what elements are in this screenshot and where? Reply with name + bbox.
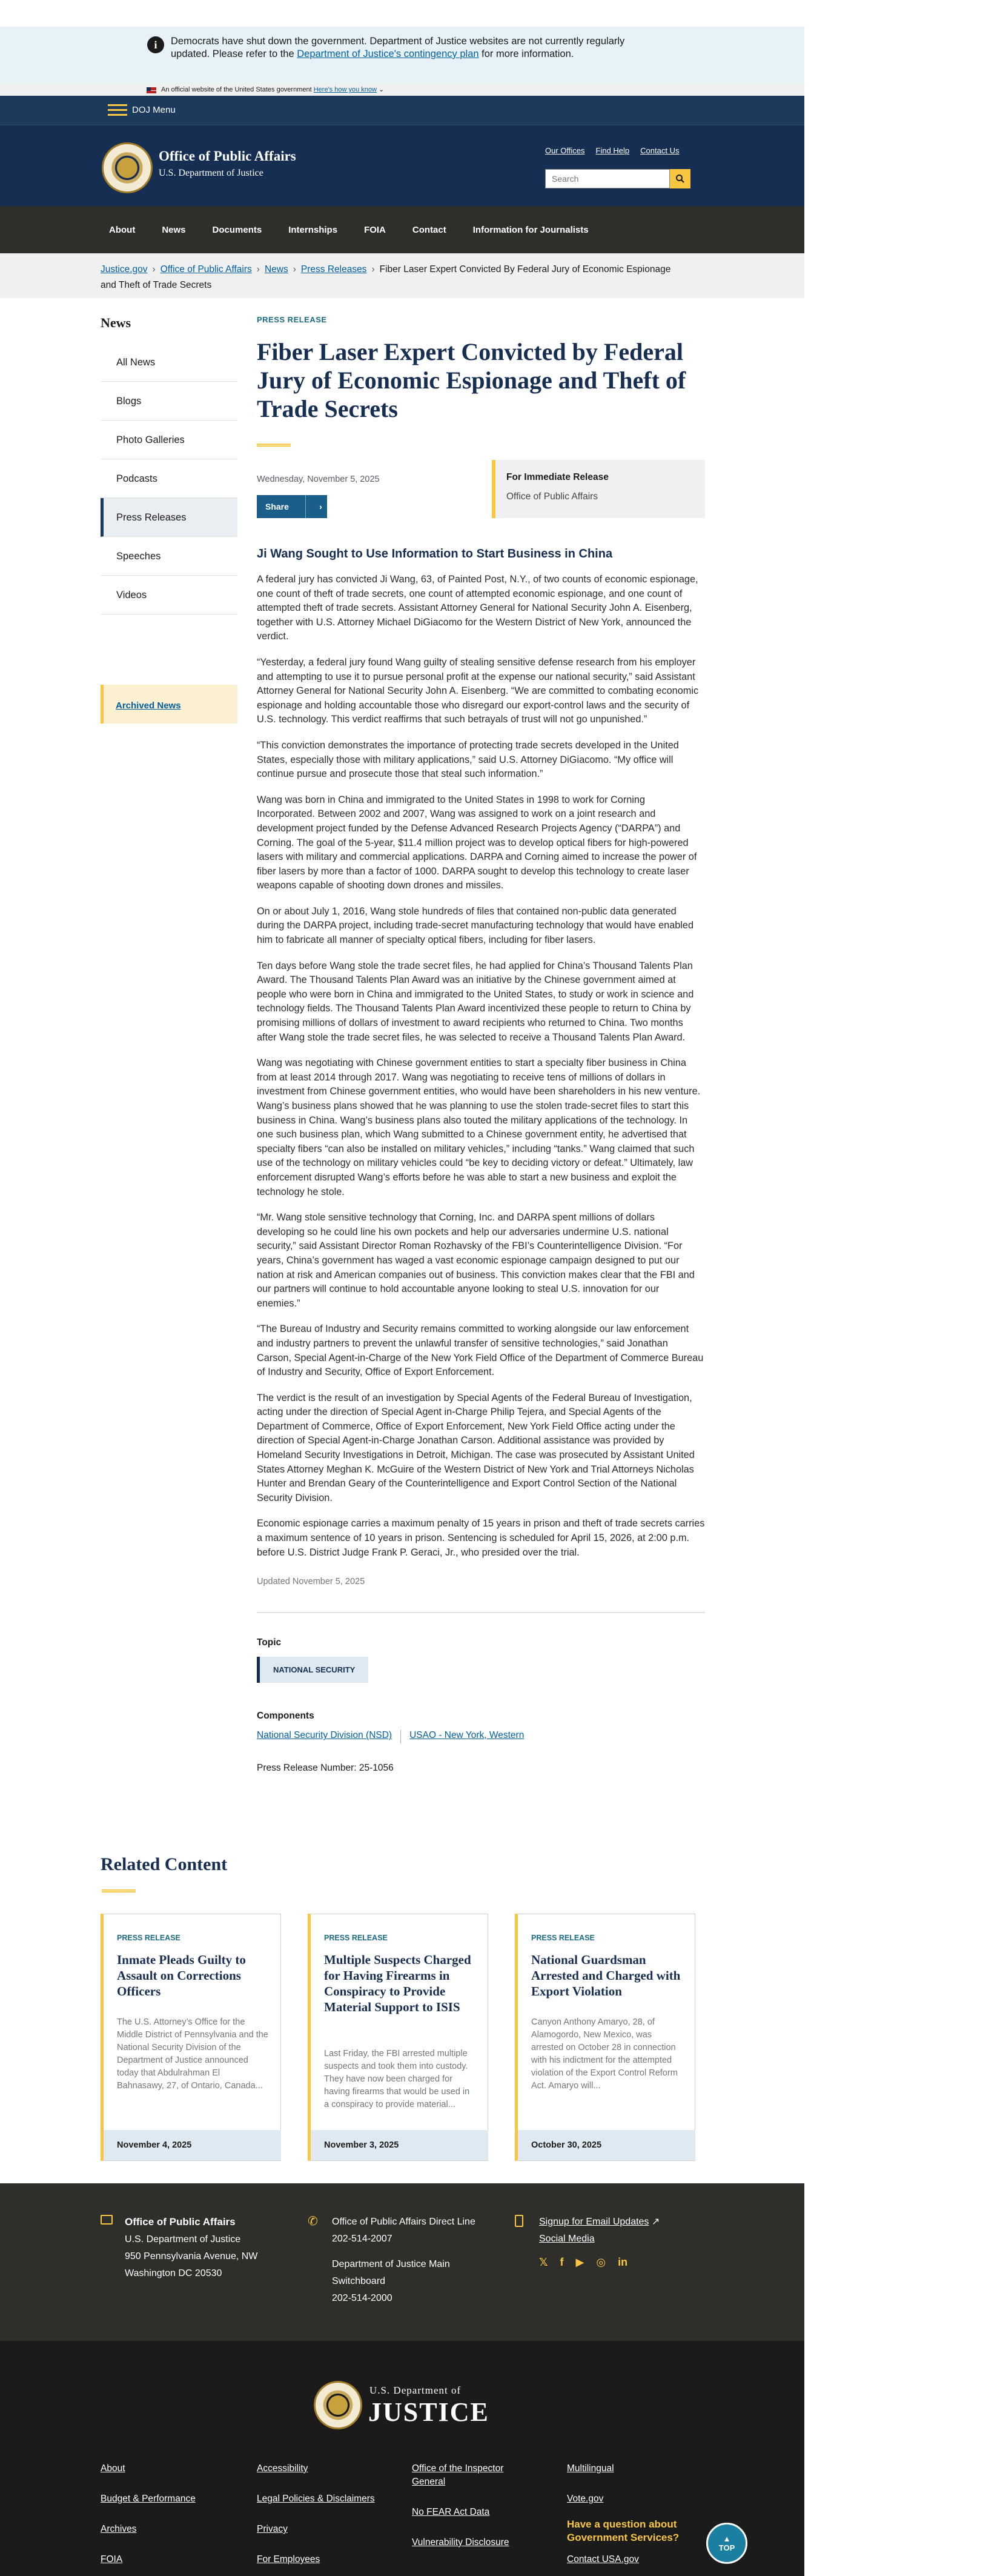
footer-logo-justice: JUSTICE bbox=[368, 2397, 489, 2427]
sidebar-item-all-news[interactable]: All News bbox=[101, 343, 237, 382]
contact-usa-link[interactable]: Contact USA.gov bbox=[567, 2554, 639, 2564]
nav-news[interactable]: News bbox=[162, 224, 186, 235]
footer-link-legal[interactable]: Legal Policies & Disclaimers bbox=[257, 2494, 375, 2504]
youtube-icon[interactable]: ▶ bbox=[575, 2256, 584, 2268]
article-paragraph: “Mr. Wang stole sensitive technology that Corning, Inc. and DARPA spent millions of dollars developing so he could line his own pockets and help our adversaries undermine U.S. national security,” said Assistant Director Roman Rozhavsky of the FBI’s Counterintelligence Division. “For years, China’s government has waged a vast economic espionage campaign designed to put our nation at risk and American companies out of business. This conviction makes clear that the FBI and our partners will continue to hold accountable anyone looking to steal U.S. innovation for our enemies.” bbox=[257, 1212, 695, 1309]
breadcrumb-current: Fiber Laser Expert Convicted By Federal Jury of Economic Espionage and Theft of Trade Secrets bbox=[101, 264, 671, 290]
search-form bbox=[545, 169, 690, 188]
doj-seal-logo[interactable] bbox=[102, 142, 153, 193]
contingency-plan-link[interactable]: Department of Justice's contingency plan bbox=[297, 48, 479, 59]
site-subtitle: U.S. Department of Justice bbox=[159, 168, 263, 178]
article-paragraph: A federal jury has convicted Ji Wang, 63, of Painted Post, N.Y., of two counts of economic espionage, one count of theft of trade secrets, one count of attempted economic espionage, and one count of attempted theft of trade secrets. Assistant Attorney General for National Security John A. Eisenberg, together with U.S. Attorney Michael DiGiacomo for the Western District of New York, announced the verdict. bbox=[257, 574, 698, 642]
card-summary: Canyon Anthony Amaryo, 28, of Alamogordo, New Mexico, was arrested on October 28 in connection with his indictment for the attempted violation of the Export Control Reform Act. Amaryo will... bbox=[531, 2017, 678, 2091]
article-paragraph: Wang was negotiating with Chinese government entities to start a specialty fiber business in China from at least 2014 through 2017. Wang was negotiating to receive tens of millions of dollars in investment from Chinese government entities, who would have been shareholders in his new venture. Wang’s business plans showed that he was planning to use the stolen trade-secret files to start this business in China. Wang’s business plans also touted the military applications of the technology. In one such business plan, which Wang submitted to a Chinese government entity, he advertised that specialty fibers “can also be installed on military vehicles,” including “tanks.” Wang claimed that such use of the technology on military vehicles could “be key to deciding victory or defeat.” Ultimately, law enforcement disrupted Wang’s efforts before he was able to start a new business and exploit the technology he stole. bbox=[257, 1057, 701, 1197]
footer-link-employees[interactable]: For Employees bbox=[257, 2554, 320, 2564]
card-label: PRESS RELEASE bbox=[324, 1934, 388, 1942]
sidebar-item-podcasts[interactable]: Podcasts bbox=[101, 459, 237, 498]
footer-link-archives[interactable]: Archives bbox=[101, 2524, 137, 2534]
related-card[interactable] bbox=[515, 1914, 695, 2161]
article-paragraph: “The Bureau of Industry and Security remains committed to working alongside our law enforcement and industry partners to prevent the unlawful transfer of sensitive technologies,” said Jonathan Carson, Special Agent-in-Charge of the New York Field Office of the Department of Commerce Bureau of Industry and Security, Office of Export Enforcement. bbox=[257, 1323, 704, 1378]
archived-news-link[interactable]: Archived News bbox=[116, 701, 181, 711]
components-list bbox=[257, 1730, 705, 1743]
main-nav bbox=[0, 206, 804, 253]
sidebar-item-videos[interactable]: Videos bbox=[101, 576, 237, 614]
instagram-icon[interactable]: ◎ bbox=[596, 2256, 606, 2268]
article-paragraph: “Yesterday, a federal jury found Wang guilty of stealing sensitive defense research from his employer and attempting to use it to pursue personal profit at the expense our national security,” said Assistant Attorney General for National Security John A. Eisenberg. “We are committed to combating economic espionage and holding accountable those who disregard our export-control laws and the security of U.S. technology. This verdict reaffirms that such betrayals of trust will not go unpunished.” bbox=[257, 656, 699, 725]
back-to-top-button[interactable]: ▲ TOP bbox=[706, 2523, 747, 2564]
card-date: October 30, 2025 bbox=[518, 2130, 695, 2160]
sidebar-title: News bbox=[101, 315, 131, 330]
card-date: November 4, 2025 bbox=[104, 2130, 281, 2160]
contact-footer bbox=[0, 2183, 804, 2341]
sidebar-item-speeches[interactable]: Speeches bbox=[101, 537, 237, 576]
footer-link-no-fear[interactable]: No FEAR Act Data bbox=[412, 2507, 490, 2517]
breadcrumb-opa[interactable]: Office of Public Affairs bbox=[160, 264, 252, 275]
sidebar-item-photo-galleries[interactable]: Photo Galleries bbox=[101, 421, 237, 459]
article-paragraph: The verdict is the result of an investigation by Special Agents of the Federal Bureau of Investigation, acting under the direction of Special Agent in-Charge Philip Tejera, and Special Agents of the Department of Commerce, Office of Export Enforcement, New York Field Office acting under the direction of Special Agent-in-Charge Jonathan Carson. Additional assistance was provided by Homeland Security Investigations in Detroit, Michigan. The case was prosecuted by Assistant United States Attorney Meghan K. McGuire of the Western District of New York and Trial Attorneys Nicholas Hunter and Brendan Geary of the Counterintelligence and Export Control Section of the National Security Division. bbox=[257, 1392, 695, 1503]
menu-bar bbox=[0, 96, 804, 125]
chevron-right-icon: › bbox=[305, 495, 327, 518]
card-label: PRESS RELEASE bbox=[117, 1934, 180, 1942]
card-summary: The U.S. Attorney’s Office for the Middle District of Pennsylvania and the National Security Division of the Department of Justice announced today that Abdulrahman El Bahnasawy, 27, of Ontario, Canada... bbox=[117, 2017, 268, 2091]
breadcrumb-justice[interactable]: Justice.gov bbox=[101, 264, 148, 275]
social-media-link[interactable]: Social Media bbox=[539, 2234, 595, 2244]
nav-contact[interactable]: Contact bbox=[412, 224, 446, 235]
breadcrumb-press-releases[interactable]: Press Releases bbox=[300, 264, 367, 275]
related-content-title: Related Content bbox=[101, 1854, 228, 1874]
footer-link-accessibility[interactable]: Accessibility bbox=[257, 2463, 308, 2474]
alert-text: Democrats have shut down the government. Department of Justice websites are not currently regularly updated. Please refer to the Department of Justice's contingency plan for more information. bbox=[171, 36, 625, 59]
article-eyebrow: PRESS RELEASE bbox=[257, 315, 327, 324]
immediate-release-office: Office of Public Affairs bbox=[506, 491, 598, 502]
hamburger-icon bbox=[108, 103, 127, 116]
footer-address: Office of Public Affairs U.S. Department of Justice 950 Pennsylvania Avenue, NW Washington DC 20530 bbox=[125, 2216, 258, 2278]
components-heading: Components bbox=[257, 1711, 314, 1722]
card-summary: Last Friday, the FBI arrested multiple suspects and took them into custody. They have now been charged for having firearms that would be used in a conspiracy to provide material... bbox=[324, 2049, 470, 2109]
footer-link-foia[interactable]: FOIA bbox=[101, 2554, 123, 2564]
article-subheading: Ji Wang Sought to Use Information to Start Business in China bbox=[257, 547, 613, 561]
divider bbox=[257, 1612, 705, 1613]
search-icon bbox=[675, 174, 685, 184]
related-card[interactable] bbox=[101, 1914, 281, 2161]
sidebar-nav bbox=[101, 343, 237, 614]
chevron-right-icon: › bbox=[256, 264, 260, 275]
sidebar-item-blogs[interactable]: Blogs bbox=[101, 382, 237, 421]
us-flag-icon bbox=[147, 87, 156, 93]
article-date: Wednesday, November 5, 2025 bbox=[257, 474, 380, 484]
site-title[interactable]: Office of Public Affairs bbox=[159, 148, 296, 164]
breadcrumb bbox=[0, 253, 804, 298]
x-icon[interactable]: 𝕏 bbox=[539, 2256, 548, 2268]
shutdown-alert bbox=[0, 27, 804, 84]
email-signup-link[interactable]: Signup for Email Updates bbox=[539, 2217, 649, 2227]
sidebar-item-press-releases[interactable]: Press Releases bbox=[101, 498, 237, 537]
contact-us-link[interactable]: Contact Us bbox=[640, 146, 680, 155]
footer-link-multilingual[interactable]: Multilingual bbox=[567, 2463, 614, 2474]
mobile-icon bbox=[515, 2215, 523, 2227]
divider bbox=[400, 1730, 401, 1743]
share-button[interactable]: Share › bbox=[257, 495, 327, 518]
how-you-know-link[interactable]: Here's how you know bbox=[313, 86, 377, 93]
footer-social: Signup for Email Updates ↗ Social Media 𝕏 f ▶ ◎ in bbox=[539, 2214, 660, 2271]
card-title[interactable]: National Guardsman Arrested and Charged with Export Violation bbox=[531, 1952, 681, 1999]
immediate-release-box bbox=[492, 460, 705, 518]
article-paragraph: Wang was born in China and immigrated to the United States in 1998 to work for Corning Incorporated. Between 2002 and 2007, Wang was assigned to work on a joint research and development project funded by the Defense Advanced Research Projects Agency (“DARPA”) and Corning. The goal of the 5-year, $11.4 million project was to develop optical fibers for high-powered lasers with military and commercial applications. DARPA and Corning aimed to increase the power of fiber lasers by more than a factor of 1000. DARPA sought to develop this technology to create laser weapons capable of shooting down drones and missiles. bbox=[257, 794, 697, 891]
component-usao-link[interactable]: USAO - New York, Western bbox=[409, 1730, 525, 1741]
article-body bbox=[257, 573, 705, 1560]
phone-icon: ✆ bbox=[308, 2215, 318, 2228]
archived-news-box bbox=[101, 685, 237, 724]
site-footer bbox=[0, 2341, 804, 2576]
immediate-release-label: For Immediate Release bbox=[506, 472, 609, 482]
site-header bbox=[0, 125, 804, 206]
press-release-number: Press Release Number: 25-1056 bbox=[257, 1763, 394, 1774]
footer-link-about[interactable]: About bbox=[101, 2463, 125, 2474]
breadcrumb-news[interactable]: News bbox=[264, 264, 288, 275]
nav-about[interactable]: About bbox=[109, 224, 136, 235]
article-paragraph: Ten days before Wang stole the trade secret files, he had applied for China’s Thousand Talents Plan Award. The Thousand Talents Plan Award was an initiative by the Chinese government aimed at people who were born in China and immigrated to the United States, to study or work in science and technology fields. The Thousand Talents Plan Award incentivized these people to return to China by promising millions of dollars of investment to award recipients who returned to China. Two months after Wang stole the trade secret files, he was selected to receive a Thousand Talents Plan Award. bbox=[257, 960, 694, 1043]
footer-link-oig[interactable]: Office of the Inspector General bbox=[412, 2463, 504, 2487]
search-input[interactable] bbox=[545, 169, 670, 188]
footer-link-vote[interactable]: Vote.gov bbox=[567, 2494, 604, 2504]
title-divider bbox=[257, 444, 291, 447]
footer-link-privacy[interactable]: Privacy bbox=[257, 2524, 288, 2534]
nav-documents[interactable]: Documents bbox=[212, 224, 262, 235]
article-title: Fiber Laser Expert Convicted by Federal Jury of Economic Espionage and Theft of Trade Secrets bbox=[257, 338, 686, 422]
topic-tag-national-security[interactable]: NATIONAL SECURITY bbox=[257, 1657, 368, 1683]
chevron-right-icon: › bbox=[293, 264, 296, 275]
facebook-icon[interactable]: f bbox=[560, 2256, 564, 2268]
card-label: PRESS RELEASE bbox=[531, 1934, 595, 1942]
nav-internships[interactable]: Internships bbox=[288, 224, 338, 235]
nav-journalists[interactable]: Information for Journalists bbox=[472, 224, 589, 235]
doj-menu-button[interactable]: DOJ Menu bbox=[108, 103, 176, 116]
updated-date: Updated November 5, 2025 bbox=[257, 1577, 365, 1587]
footer-link-budget[interactable]: Budget & Performance bbox=[101, 2494, 196, 2504]
search-button[interactable] bbox=[670, 169, 690, 188]
footer-link-vulnerability[interactable]: Vulnerability Disclosure bbox=[412, 2537, 509, 2548]
related-divider bbox=[102, 1889, 136, 1892]
article-paragraph: “This conviction demonstrates the importance of protecting trade secrets developed in the United States, especially those with military applications,” said U.S. Attorney DiGiacomo. “My office will continue pursue and prosecute those that steal such information.” bbox=[257, 739, 679, 780]
article-paragraph: Economic espionage carries a maximum penalty of 15 years in prison and theft of trade secrets carries a maximum sentence of 10 years in prison. Sentencing is scheduled for April 15, 2026, at 2:00 p.m. before U.S. District Judge Frank P. Geraci, Jr., who presided over the trial. bbox=[257, 1518, 705, 1558]
linkedin-icon[interactable]: in bbox=[618, 2256, 628, 2268]
article-paragraph: On or about July 1, 2016, Wang stole hundreds of files that contained non-public data generated during the DARPA project, including trade-secret manufacturing technology that would have enabled him to fabricate all manner of specialty optical fibers, including for fiber lasers. bbox=[257, 905, 694, 946]
info-icon: i bbox=[147, 36, 164, 53]
article bbox=[257, 315, 705, 1774]
chevron-right-icon: › bbox=[152, 264, 156, 275]
topic-heading: Topic bbox=[257, 1637, 282, 1648]
card-title[interactable]: Inmate Pleads Guilty to Assault on Corrections Officers bbox=[117, 1952, 246, 1999]
doj-seal-logo[interactable] bbox=[314, 2381, 362, 2429]
nav-foia[interactable]: FOIA bbox=[364, 224, 386, 235]
footer-phones: Office of Public Affairs Direct Line 202-514-2007 Department of Justice Main Switchboard 202-514-2000 bbox=[332, 2217, 475, 2303]
government-services-question: Have a question about Government Services? bbox=[567, 2518, 680, 2543]
card-title[interactable]: Multiple Suspects Charged for Having Firearms in Conspiracy to Provide Material Support to ISIS bbox=[324, 1952, 471, 2014]
our-offices-link[interactable]: Our Offices bbox=[545, 146, 585, 155]
gov-banner: An official website of the United States government Here's how you know ⌄ bbox=[0, 84, 804, 96]
find-help-link[interactable]: Find Help bbox=[595, 146, 630, 155]
card-date: November 3, 2025 bbox=[311, 2130, 488, 2160]
related-card[interactable] bbox=[308, 1914, 488, 2161]
footer-logo-us: U.S. Department of bbox=[369, 2385, 462, 2396]
mail-icon bbox=[101, 2215, 113, 2225]
chevron-right-icon: › bbox=[371, 264, 375, 275]
component-nsd-link[interactable]: National Security Division (NSD) bbox=[257, 1730, 392, 1741]
